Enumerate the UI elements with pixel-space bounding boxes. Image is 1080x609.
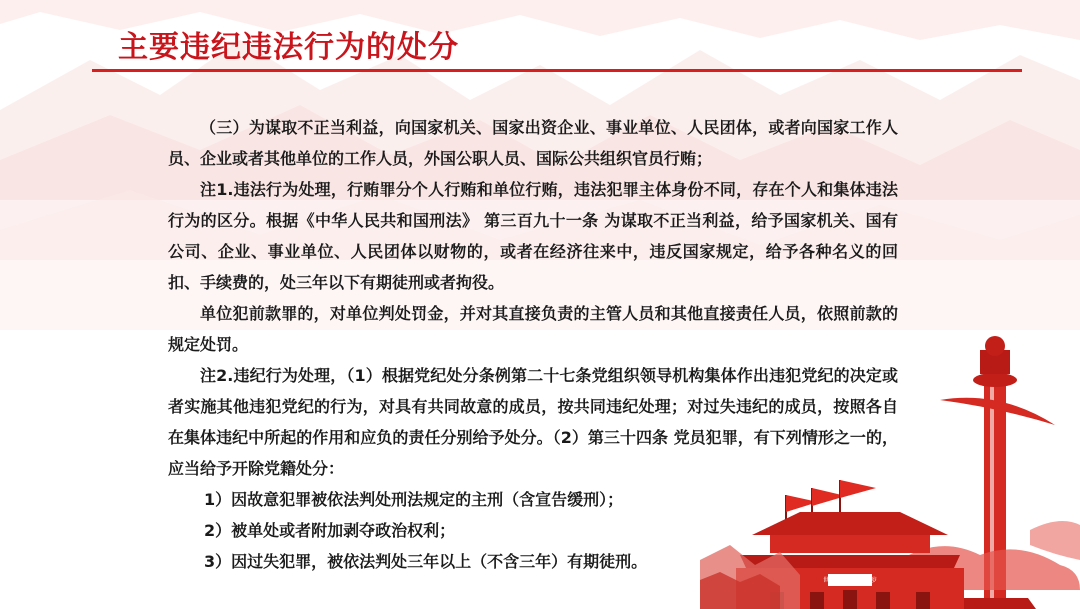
slide-title: 主要违纪违法行为的处分 — [118, 30, 459, 65]
banner-text: 世界人民大团结万岁 — [822, 577, 878, 584]
title-underline — [92, 69, 1022, 72]
list-item: 2）被单处或者附加剥夺政治权利； — [204, 521, 456, 540]
list-item: 1）因故意犯罪被依法判处刑法规定的主刑（含宣告缓刑）； — [204, 490, 624, 509]
body-text — [168, 112, 898, 577]
paragraph-1: （三）为谋取不正当利益，向国家机关、国家出资企业、事业单位、人民团体，或者向国家工作人员、企业或者其他单位的工作人员，外国公职人员、国际公共组织官员行贿； — [168, 118, 898, 168]
list-item: 3）因过失犯罪，被依法判处三年以上（不含三年）有期徒刑。 — [204, 552, 648, 571]
paragraph-note-1: 注1.违法行为处理，行贿罪分个人行贿和单位行贿，违法犯罪主体身份不同，存在个人和集体违法行为的区分。根据《中华人民共和国刑法》 第三百九十一条 为谋取不正当利益，给予国家机关、国有公司、企业、事业单位、人民团体以财物的，或者在经济往来中，违反国家规定，给予各种名义的回扣、手续费的，处三年以下有期徒刑或者拘役。 — [168, 180, 898, 292]
paragraph-note-2: 注2.违纪行为处理，（1）根据党纪处分条例第二十七条党组织领导机构集体作出违犯党纪的决定或者实施其他违犯党纪的行为，对具有共同故意的成员，按共同违纪处理；对过失违纪的成员，按照各自在集体违纪中所起的作用和应负的责任分别给予处分。（2）第三十四条 党员犯罪，有下列情形之一的，应当给予开除党籍处分： — [168, 366, 898, 478]
paragraph-unit-crime: 单位犯前款罪的，对单位判处罚金，并对其直接负责的主管人员和其他直接责任人员，依照前款的规定处罚。 — [168, 304, 898, 354]
